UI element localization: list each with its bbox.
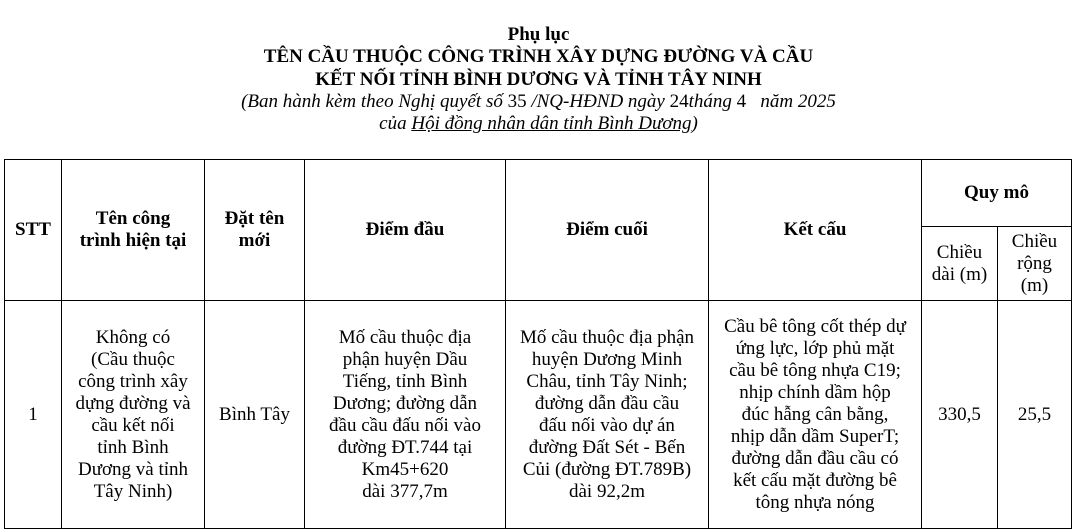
table-row <box>5 301 1072 529</box>
bridge-table <box>4 159 1072 529</box>
row-length: 330,5 <box>922 301 998 529</box>
council-line <box>0 113 1077 135</box>
issuance-day: 24 <box>669 91 689 112</box>
document-header <box>0 0 1077 135</box>
header-stt: STT <box>5 160 62 301</box>
council-prefix: của <box>379 113 407 134</box>
row-new-name: Bình Tây <box>205 301 305 529</box>
header-end-point: Điểm cuối <box>506 160 709 301</box>
header-length: Chiều dài (m) <box>922 227 998 301</box>
resolution-number: 35 <box>507 91 527 112</box>
issuance-month: 4 <box>736 91 747 112</box>
issuance-prefix: (Ban hành kèm theo Nghị quyết số <box>241 91 503 112</box>
heading-line-1: TÊN CẦU THUỘC CÔNG TRÌNH XÂY DỰNG ĐƯỜNG VÀ CẦU <box>263 46 814 67</box>
issuance-year: năm 2025 <box>760 91 836 112</box>
row-current-name: Không có (Cầu thuộc công trình xây dựng đường và cầu kết nối tỉnh Bình Dương và tỉnh Tây Ninh) <box>62 301 205 529</box>
month-label: tháng <box>688 91 732 112</box>
council-suffix: ) <box>691 113 698 134</box>
header-new-name: Đặt tên mới <box>205 160 305 301</box>
heading-line-2: KẾT NỐI TỈNH BÌNH DƯƠNG VÀ TỈNH TÂY NINH <box>315 69 762 90</box>
issuance-mid: /NQ-HĐND ngày <box>531 91 665 112</box>
row-start-point: Mố cầu thuộc địa phận huyện Dầu Tiếng, tỉnh Bình Dương; đường dẫn đầu cầu đấu nối vào đường ĐT.744 tại Km45+620 dài 377,7m <box>305 301 506 529</box>
appendix-title: Phụ lục <box>507 24 570 45</box>
issuance-line <box>0 91 1077 113</box>
council-name: Hội đồng nhân dân tỉnh Bình Dương <box>411 113 692 134</box>
header-width: Chiều rộng (m) <box>998 227 1072 301</box>
header-current-name: Tên công trình hiện tại <box>62 160 205 301</box>
header-scale: Quy mô <box>922 160 1072 227</box>
row-stt: 1 <box>5 301 62 529</box>
header-start-point: Điểm đầu <box>305 160 506 301</box>
row-end-point: Mố cầu thuộc địa phận huyện Dương Minh Châu, tỉnh Tây Ninh; đường dẫn đầu cầu đấu nối vào dự án đường Đất Sét - Bến Củi (đường ĐT.789B) dài 92,2m <box>506 301 709 529</box>
header-row-1 <box>5 160 1072 227</box>
row-structure: Cầu bê tông cốt thép dự ứng lực, lớp phủ mặt cầu bê tông nhựa C19; nhịp chính dầm hộp đúc hẫng cân bằng, nhịp dẫn dầm SuperT; đường dẫn đầu cầu có kết cấu mặt đường bê tông nhựa nóng <box>709 301 922 529</box>
header-structure: Kết cấu <box>709 160 922 301</box>
row-width: 25,5 <box>998 301 1072 529</box>
